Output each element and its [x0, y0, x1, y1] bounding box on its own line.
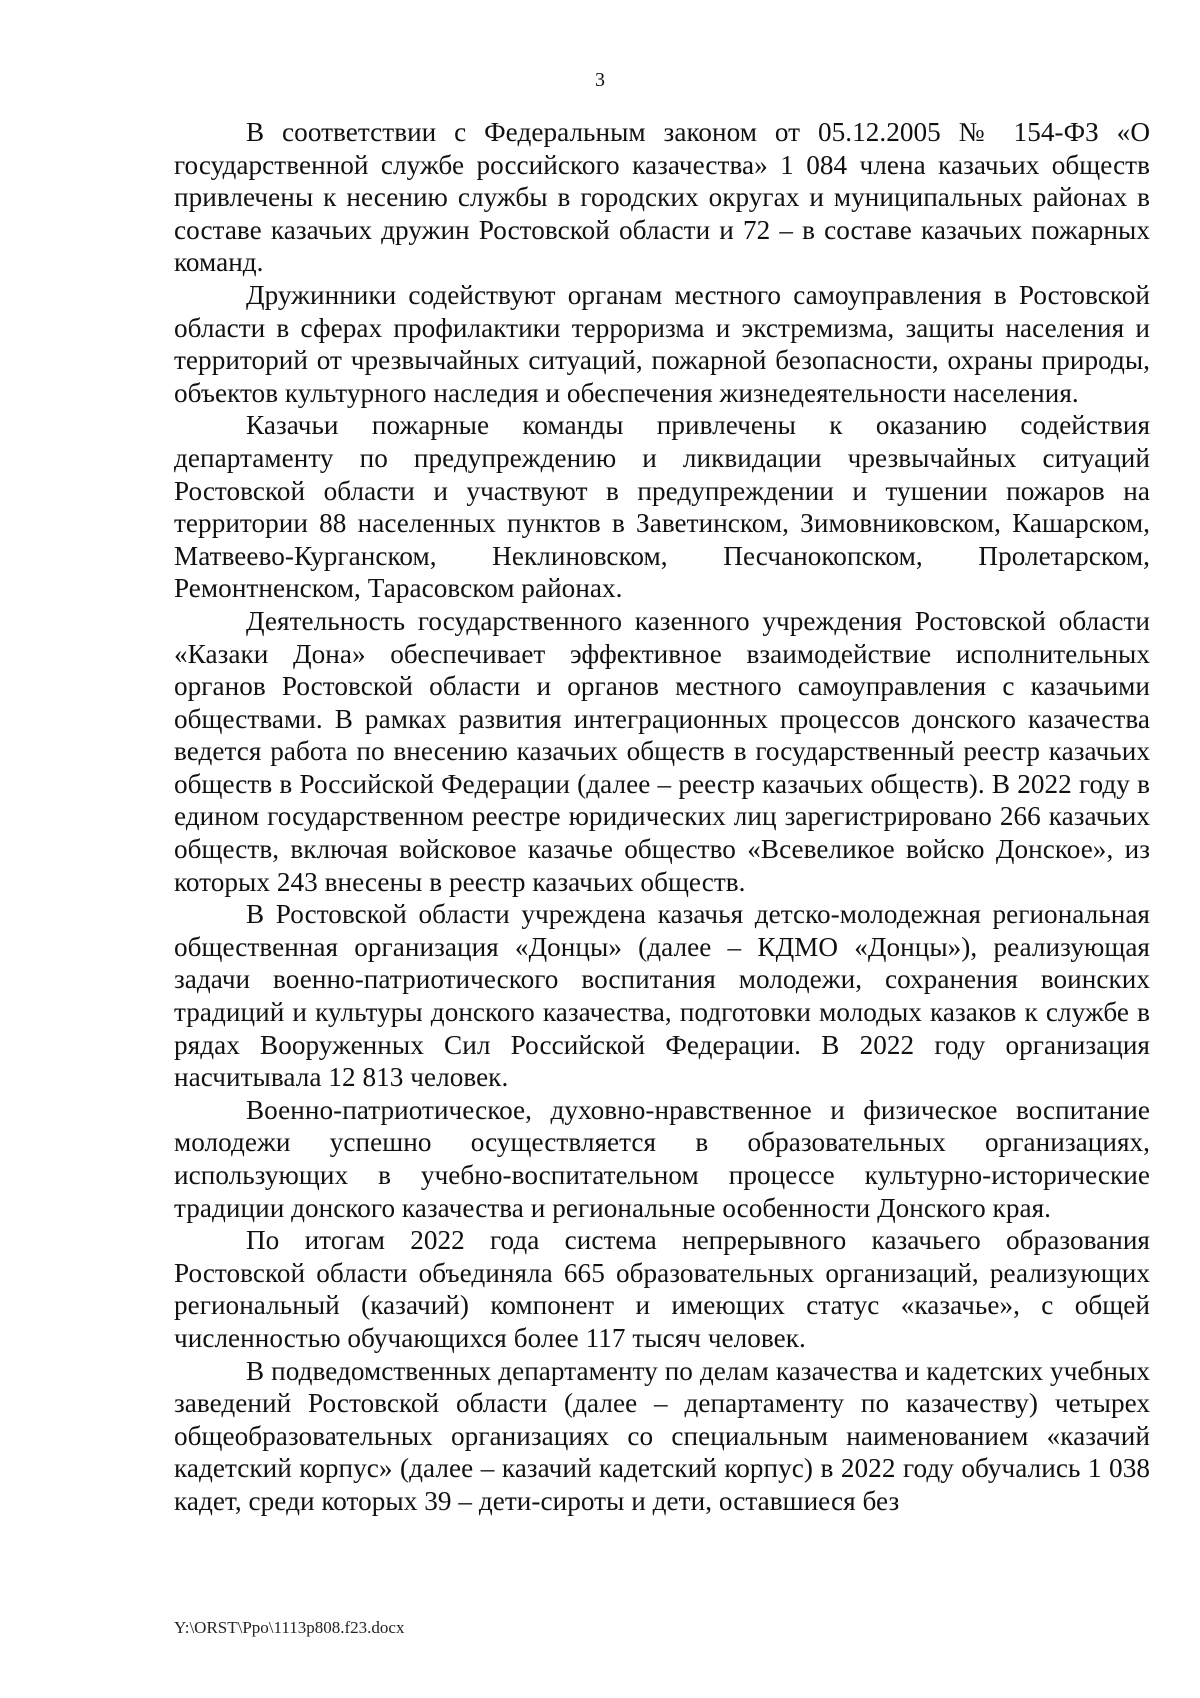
paragraph-kdmo-dontsy: В Ростовской области учреждена казачья детско-молодежная региональная общественная организация «Донцы» (далее – КДМО «Донцы»), реализующая задачи военно-патриотического воспитания молодежи, сохранения воинских традиций и культуры донского казачества, подготовки молодых казаков к службе в рядах Вооруженных Сил Российской Федерации. В 2022 году организация насчитывала 12 813 человек.	[174, 899, 1150, 1093]
document-body	[174, 116, 1150, 1518]
paragraph-kazaki-dona: Деятельность государственного казенного учреждения Ростовской области «Казаки Дона» обеспечивает эффективное взаимодействие исполнительных органов Ростовской области и органов местного самоуправления с казачьими обществами. В рамках развития интеграционных процессов донского казачества ведется работа по внесению казачьих обществ в государственный реестр казачьих обществ в Российской Федерации (далее – реестр казачьих обществ). В 2022 году в едином государственном реестре юридических лиц зарегистрировано 266 казачьих обществ, включая войсковое казачье общество «Всевеликое войско Донское», из которых 243 внесены в реестр казачьих обществ.	[174, 605, 1150, 897]
paragraph-federal-law: В соответствии с Федеральным законом от 05.12.2005 № 154-ФЗ «О государственной службе российского казачества» 1 084 члена казачьих обществ привлечены к несению службы в городских округах и муниципальных районах в составе казачьих дружин Ростовской области и 72 – в составе казачьих пожарных команд.	[174, 117, 1150, 278]
paragraph-cadet-corps: В подведомственных департаменту по делам казачества и кадетских учебных заведений Ростовской области (далее – департаменту по казачеству) четырех общеобразовательных организациях со специальным наименованием «казачий кадетский корпус» (далее – казачий кадетский корпус) в 2022 году обучались 1 038 кадет, среди которых 39 – дети-сироты и дети, оставшиеся без	[174, 1355, 1150, 1516]
document-file-path: Y:\ORST\Ppo\1113p808.f23.docx	[174, 1618, 405, 1637]
paragraph-fire-teams: Казачьи пожарные команды привлечены к оказанию содействия департаменту по предупреждению и ликвидации чрезвычайных ситуаций Ростовской области и участвуют в предупреждении и тушении пожаров на территории 88 населенных пунктов в Заветинском, Зимовниковском, Кашарском, Матвеево-Курганском, Неклиновском, Песчанокопском, Пролетарском, Ремонтненском, Тарасовском районах.	[174, 410, 1150, 604]
paragraph-cossack-education-system: По итогам 2022 года система непрерывного казачьего образования Ростовской области объединяла 665 образовательных организаций, реализующих региональный (казачий) компонент и имеющих статус «казачье», с общей численностью обучающихся более 117 тысяч человек.	[174, 1225, 1150, 1353]
paragraph-patriotic-education: Военно-патриотическое, духовно-нравственное и физическое воспитание молодежи успешно осуществляется в образовательных организациях, использующих в учебно-воспитательном процессе культурно-исторические традиции донского казачества и региональные особенности Донского края.	[174, 1094, 1150, 1223]
paragraph-druzhinniki: Дружинники содействуют органам местного самоуправления в Ростовской области в сферах профилактики терроризма и экстремизма, защиты населения и территорий от чрезвычайных ситуаций, пожарной безопасности, охраны природы, объектов культурного наследия и обеспечения жизнедеятельности населения.	[174, 279, 1150, 408]
page-number: 3	[595, 69, 605, 91]
